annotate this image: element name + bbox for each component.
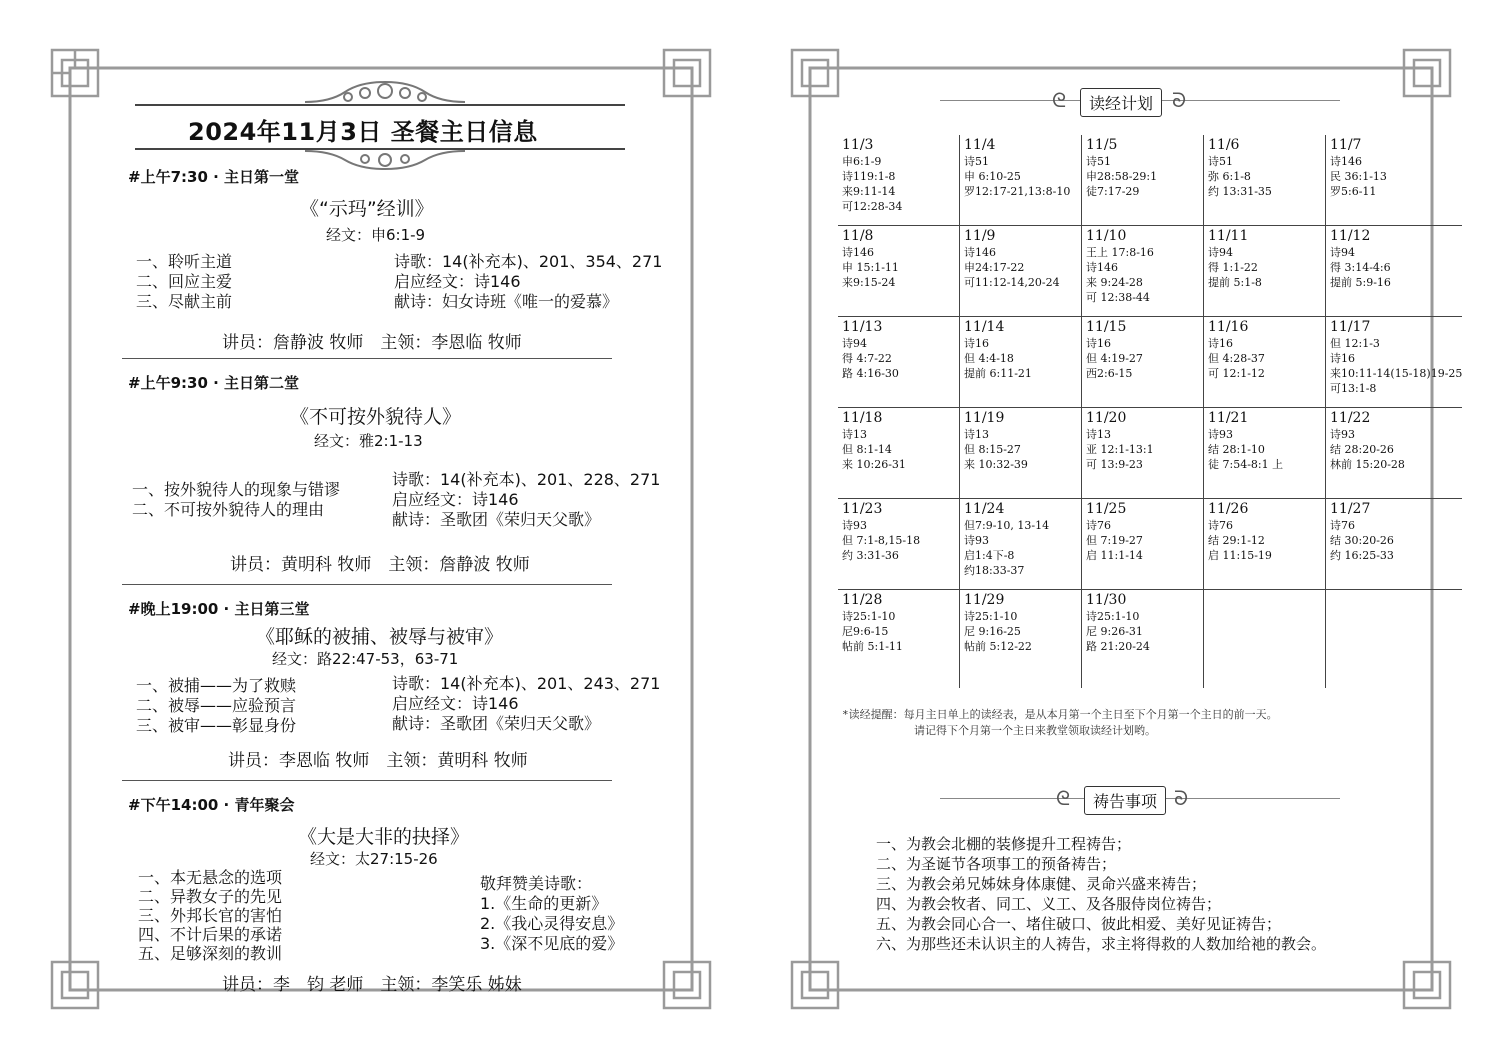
calendar-date: 11/27: [1330, 501, 1371, 517]
reading-passage: 来 10:26-31: [842, 458, 906, 471]
outline-point: 三、外邦长官的害怕: [138, 906, 283, 925]
reading-passage: 申 15:1-11: [842, 261, 899, 274]
outline-point: 一、本无悬念的选项: [138, 868, 283, 887]
service-2-speakers: 讲员：黄明科 牧师 主领：詹静波 牧师: [230, 555, 530, 575]
reading-passage: 提前 5:1-8: [1208, 276, 1262, 289]
reading-passage: 可13:1-8: [1330, 382, 1377, 395]
calendar-date: 11/5: [1086, 137, 1118, 153]
outline-point: 一、被捕——为了救赎: [136, 676, 297, 695]
service-1-verse: 经文：申6:1-9: [326, 226, 426, 244]
reading-passage: 民 36:1-13: [1330, 170, 1387, 183]
calendar-date: 11/17: [1330, 319, 1371, 335]
reading-passage: 诗51: [1208, 155, 1233, 168]
reading-passage: 启 11:15-19: [1208, 549, 1272, 562]
calendar-date: 11/26: [1208, 501, 1249, 517]
calendar-date: 11/6: [1208, 137, 1240, 153]
reading-passage: 诗93: [964, 534, 989, 547]
reading-passage: 但7:9-10, 13-14: [964, 519, 1050, 532]
reading-passage: 诗146: [842, 246, 874, 259]
outline-point: 二、异教女子的先见: [138, 887, 283, 906]
cloud-ornament-icon: ᘓ: [1056, 786, 1071, 810]
reading-passage: 但 8:15-27: [964, 443, 1021, 456]
calendar-week-row: [838, 226, 1462, 317]
reading-passage: 路 4:16-30: [842, 367, 899, 380]
reading-passage: 但 4:28-37: [1208, 352, 1265, 365]
calendar-date: 11/9: [964, 228, 996, 244]
reading-passage: 诗76: [1330, 519, 1355, 532]
reading-passage: 诗94: [1330, 246, 1355, 259]
service-3-verse: 经文：路22:47-53，63-71: [272, 650, 459, 668]
right-page: [750, 0, 1500, 1060]
hymn-line: 启应经文：诗146: [394, 272, 521, 291]
calendar-date: 11/12: [1330, 228, 1371, 244]
service-3-points: [136, 676, 296, 736]
reading-passage: 申28:58-29:1: [1086, 170, 1158, 183]
calendar-date: 11/15: [1086, 319, 1127, 335]
reading-passage: 来10:11-14(15-18)19-25: [1330, 367, 1463, 380]
reading-passage: 结 28:1-10: [1208, 443, 1265, 456]
reading-passage: 申6:1-9: [842, 155, 882, 168]
calendar-day-cell: [1204, 226, 1326, 317]
service-3-hymns: [392, 674, 660, 734]
service-2-hymns: [392, 470, 660, 530]
calendar-day-cell: [1204, 135, 1326, 226]
reading-calendar-table: [838, 135, 1462, 688]
divider: [122, 358, 612, 359]
hymn-line: 诗歌：14(补充本)、201、228、271: [392, 470, 661, 489]
reading-passage: 来 9:24-28: [1086, 276, 1143, 289]
divider: [122, 584, 612, 585]
calendar-date: 11/13: [842, 319, 883, 335]
reading-passage: 诗51: [1086, 155, 1111, 168]
reading-passage: 诗25:1-10: [842, 610, 896, 623]
calendar-day-cell: [838, 135, 960, 226]
reading-passage: 提前 5:9-16: [1330, 276, 1391, 289]
service-3-header: #晚上19:00 · 主日第三堂: [128, 600, 310, 618]
hymn-line: 诗歌：14(补充本)、201、243、271: [392, 674, 661, 693]
hymn-line: 献诗：圣歌团《荣归天父歌》: [392, 510, 601, 529]
reading-passage: 诗13: [964, 428, 989, 441]
calendar-day-cell: [838, 317, 960, 408]
service-2-points: [132, 480, 340, 520]
calendar-date: 11/22: [1330, 410, 1371, 426]
calendar-day-cell: [1204, 317, 1326, 408]
calendar-day-cell: [838, 226, 960, 317]
reading-passage: 诗146: [1330, 155, 1362, 168]
reading-passage: 约 13:31-35: [1208, 185, 1272, 198]
service-1-sermon-title: 《“示玛”经训》: [300, 198, 434, 220]
reading-passage: 申24:17-22: [964, 261, 1025, 274]
reading-passage: 诗94: [842, 337, 867, 350]
title-bottom-ornament: [300, 149, 470, 173]
reading-passage: 结 28:20-26: [1330, 443, 1394, 456]
outline-point: 二、被辱——应验预言: [136, 696, 297, 715]
reading-passage: 得 4:7-22: [842, 352, 892, 365]
calendar-day-cell: [838, 590, 960, 689]
hymn-line: 献诗：圣歌团《荣归天父歌》: [392, 714, 601, 733]
reading-passage: 得 3:14-4:6: [1330, 261, 1391, 274]
hymn-line: 启应经文：诗146: [392, 490, 519, 509]
service-2-sermon-title: 《不可按外貌待人》: [290, 406, 462, 428]
reading-note-line1: *读经提醒：每月主日单上的读经表，是从本月第一个主日至下个月第一个主日的前一天。: [842, 708, 1278, 721]
calendar-day-cell: [960, 499, 1082, 590]
reading-passage: 尼 9:26-31: [1086, 625, 1143, 638]
worship-line: 2.《我心灵得安息》: [480, 914, 624, 933]
outline-point: 五、足够深刻的教训: [138, 944, 283, 963]
calendar-day-cell: [960, 317, 1082, 408]
hymn-line: 诗歌：14(补充本)、201、354、271: [394, 252, 663, 271]
reading-passage: 提前 6:11-21: [964, 367, 1032, 380]
reading-passage: 申 6:10-25: [964, 170, 1021, 183]
page-title: 2024年11月3日 圣餐主日信息: [188, 118, 538, 146]
calendar-day-cell: [1326, 317, 1463, 408]
reading-passage: 诗16: [1208, 337, 1233, 350]
hymn-line: 启应经文：诗146: [392, 694, 519, 713]
calendar-day-cell: [838, 408, 960, 499]
calendar-week-row: [838, 499, 1462, 590]
reading-passage: 来 10:32-39: [964, 458, 1028, 471]
reading-passage: 但 8:1-14: [842, 443, 892, 456]
cloud-ornament-icon: ᘐ: [1174, 786, 1189, 810]
reading-passage: 林前 15:20-28: [1330, 458, 1405, 471]
reading-passage: 罗5:6-11: [1330, 185, 1377, 198]
reading-passage: 诗93: [1330, 428, 1355, 441]
calendar-day-cell: [838, 499, 960, 590]
reading-passage: 启1:4下-8: [964, 549, 1015, 562]
reading-passage: 约18:33-37: [964, 564, 1025, 577]
reading-passage: 诗16: [1086, 337, 1111, 350]
calendar-day-cell: [1082, 499, 1204, 590]
calendar-date: 11/21: [1208, 410, 1249, 426]
prayer-item: 一、为教会北棚的装修提升工程祷告；: [876, 835, 1132, 853]
calendar-day-cell: [960, 408, 1082, 499]
calendar-day-cell: [1082, 226, 1204, 317]
outline-point: 三、尽献主前: [136, 292, 233, 311]
reading-passage: 诗25:1-10: [1086, 610, 1140, 623]
calendar-date: 11/30: [1086, 592, 1127, 608]
reading-passage: 诗119:1-8: [842, 170, 896, 183]
calendar-date: 11/10: [1086, 228, 1127, 244]
calendar-week-row: [838, 408, 1462, 499]
prayer-item: 五、为教会同心合一、堵住破口、彼此相爱、美好见证祷告；: [876, 915, 1282, 933]
reading-passage: 诗76: [1086, 519, 1111, 532]
service-4-points: [138, 868, 282, 963]
calendar-day-cell: [1204, 408, 1326, 499]
divider: [122, 780, 612, 781]
reading-passage: 亚 12:1-13:1: [1086, 443, 1154, 456]
service-1-speakers: 讲员：詹静波 牧师 主领：李恩临 牧师: [222, 333, 522, 353]
reading-passage: 可 13:9-23: [1086, 458, 1143, 471]
reading-passage: 弥 6:1-8: [1208, 170, 1251, 183]
service-1-hymns: [394, 252, 662, 312]
calendar-day-cell: [960, 226, 1082, 317]
calendar-date: 11/3: [842, 137, 874, 153]
service-4-verse: 经文：太27:15-26: [310, 850, 438, 868]
reading-passage: 来9:15-24: [842, 276, 896, 289]
calendar-day-cell: [1082, 317, 1204, 408]
calendar-date: 11/20: [1086, 410, 1127, 426]
reading-passage: 但 7:19-27: [1086, 534, 1143, 547]
service-1-points: [136, 252, 232, 312]
service-2-verse: 经文：雅2:1-13: [314, 432, 423, 450]
calendar-date: 11/28: [842, 592, 883, 608]
reading-passage: 诗13: [842, 428, 867, 441]
reading-passage: 诗146: [1086, 261, 1118, 274]
prayer-list: [876, 834, 1326, 954]
prayer-title: 祷告事项: [1084, 786, 1166, 815]
service-3-speakers: 讲员：李恩临 牧师 主领：黄明科 牧师: [228, 751, 528, 771]
reading-passage: 诗51: [964, 155, 989, 168]
reading-passage: 约 3:31-36: [842, 549, 899, 562]
reading-passage: 但 4:4-18: [964, 352, 1014, 365]
calendar-date: 11/7: [1330, 137, 1362, 153]
worship-line: 敬拜赞美诗歌：: [480, 874, 593, 893]
title-top-rule: [135, 104, 625, 106]
service-4-speakers: 讲员：李 钧 老师 主领：李笑乐 姊妹: [222, 975, 522, 995]
title-top-ornament: [300, 78, 470, 104]
calendar-day-cell: [1326, 226, 1463, 317]
cloud-ornament-icon: ᘓ: [1052, 88, 1067, 112]
worship-line: 1.《生命的更新》: [480, 894, 608, 913]
calendar-day-cell: [1204, 590, 1326, 689]
reading-passage: 诗146: [964, 246, 996, 259]
reading-passage: 结 30:20-26: [1330, 534, 1394, 547]
calendar-day-cell: [1082, 135, 1204, 226]
reading-passage: 徒7:17-29: [1086, 185, 1140, 198]
service-4-worship-songs: [480, 874, 623, 954]
prayer-item: 二、为圣诞节各项事工的预备祷告；: [876, 855, 1117, 873]
reading-passage: 但 12:1-3: [1330, 337, 1380, 350]
calendar-day-cell: [1326, 408, 1463, 499]
reading-passage: 尼 9:16-25: [964, 625, 1021, 638]
calendar-day-cell: [1204, 499, 1326, 590]
reading-passage: 可12:28-34: [842, 200, 903, 213]
calendar-date: 11/16: [1208, 319, 1249, 335]
outline-point: 三、被审——彰显身份: [136, 716, 297, 735]
reading-passage: 诗94: [1208, 246, 1233, 259]
reading-passage: 诗16: [1330, 352, 1355, 365]
service-1-header: #上午7:30 · 主日第一堂: [128, 168, 300, 186]
reading-passage: 可 12:38-44: [1086, 291, 1150, 304]
reading-passage: 徒 7:54-8:1 上: [1208, 458, 1284, 471]
calendar-date: 11/11: [1208, 228, 1249, 244]
worship-line: 3.《深不见底的爱》: [480, 934, 624, 953]
calendar-date: 11/4: [964, 137, 996, 153]
calendar-day-cell: [960, 590, 1082, 689]
reading-passage: 诗25:1-10: [964, 610, 1018, 623]
reading-note-line2: 请记得下个月第一个主日来教堂领取读经计划哟。: [914, 724, 1156, 737]
outline-point: 一、按外貌待人的现象与错谬: [132, 480, 341, 499]
reading-passage: 诗93: [842, 519, 867, 532]
calendar-date: 11/18: [842, 410, 883, 426]
cloud-ornament-icon: ᘐ: [1172, 88, 1187, 112]
calendar-date: 11/23: [842, 501, 883, 517]
calendar-day-cell: [1326, 499, 1463, 590]
reading-passage: 来9:11-14: [842, 185, 896, 198]
reading-plan-title: 读经计划: [1080, 88, 1162, 117]
reading-passage: 可11:12-14,20-24: [964, 276, 1060, 289]
reading-passage: 约 16:25-33: [1330, 549, 1394, 562]
calendar-day-cell: [1082, 590, 1204, 689]
reading-passage: 帖前 5:12-22: [964, 640, 1032, 653]
hymn-line: 献诗：妇女诗班《唯一的爱慕》: [394, 292, 619, 311]
reading-passage: 尼9:6-15: [842, 625, 889, 638]
calendar-date: 11/19: [964, 410, 1005, 426]
reading-passage: 结 29:1-12: [1208, 534, 1265, 547]
calendar-date: 11/25: [1086, 501, 1127, 517]
reading-passage: 西2:6-15: [1086, 367, 1133, 380]
reading-passage: 可 12:1-12: [1208, 367, 1265, 380]
calendar-week-row: [838, 590, 1462, 689]
reading-passage: 帖前 5:1-11: [842, 640, 903, 653]
calendar-day-cell: [1326, 590, 1463, 689]
service-3-sermon-title: 《耶稣的被捕、被辱与被审》: [256, 626, 504, 648]
service-4-sermon-title: 《大是大非的抉择》: [298, 826, 470, 848]
calendar-date: 11/8: [842, 228, 874, 244]
outline-point: 四、不计后果的承诺: [138, 925, 283, 944]
reading-passage: 诗16: [964, 337, 989, 350]
outline-point: 二、回应主爱: [136, 272, 233, 291]
reading-passage: 王上 17:8-16: [1086, 246, 1154, 259]
reading-passage: 罗12:17-21,13:8-10: [964, 185, 1071, 198]
reading-passage: 诗93: [1208, 428, 1233, 441]
calendar-date: 11/14: [964, 319, 1005, 335]
calendar-week-row: [838, 135, 1462, 226]
calendar-day-cell: [1326, 135, 1463, 226]
outline-point: 二、不可按外貌待人的理由: [132, 500, 325, 519]
reading-passage: 得 1:1-22: [1208, 261, 1258, 274]
reading-passage: 启 11:1-14: [1086, 549, 1143, 562]
calendar-day-cell: [960, 135, 1082, 226]
calendar-date: 11/29: [964, 592, 1005, 608]
reading-passage: 诗13: [1086, 428, 1111, 441]
calendar-day-cell: [1082, 408, 1204, 499]
outline-point: 一、聆听主道: [136, 252, 233, 271]
reading-passage: 但 4:19-27: [1086, 352, 1143, 365]
calendar-week-row: [838, 317, 1462, 408]
reading-passage: 路 21:20-24: [1086, 640, 1150, 653]
service-4-header: #下午14:00 · 青年聚会: [128, 796, 295, 814]
prayer-item: 三、为教会弟兄姊妹身体康健、灵命兴盛来祷告；: [876, 875, 1207, 893]
service-2-header: #上午9:30 · 主日第二堂: [128, 374, 300, 392]
calendar-date: 11/24: [964, 501, 1005, 517]
reading-passage: 诗76: [1208, 519, 1233, 532]
prayer-item: 六、为那些还未认识主的人祷告，求主将得救的人数加给祂的教会。: [876, 935, 1327, 953]
prayer-item: 四、为教会牧者、同工、义工、及各服侍岗位祷告；: [876, 895, 1222, 913]
reading-passage: 但 7:1-8,15-18: [842, 534, 921, 547]
